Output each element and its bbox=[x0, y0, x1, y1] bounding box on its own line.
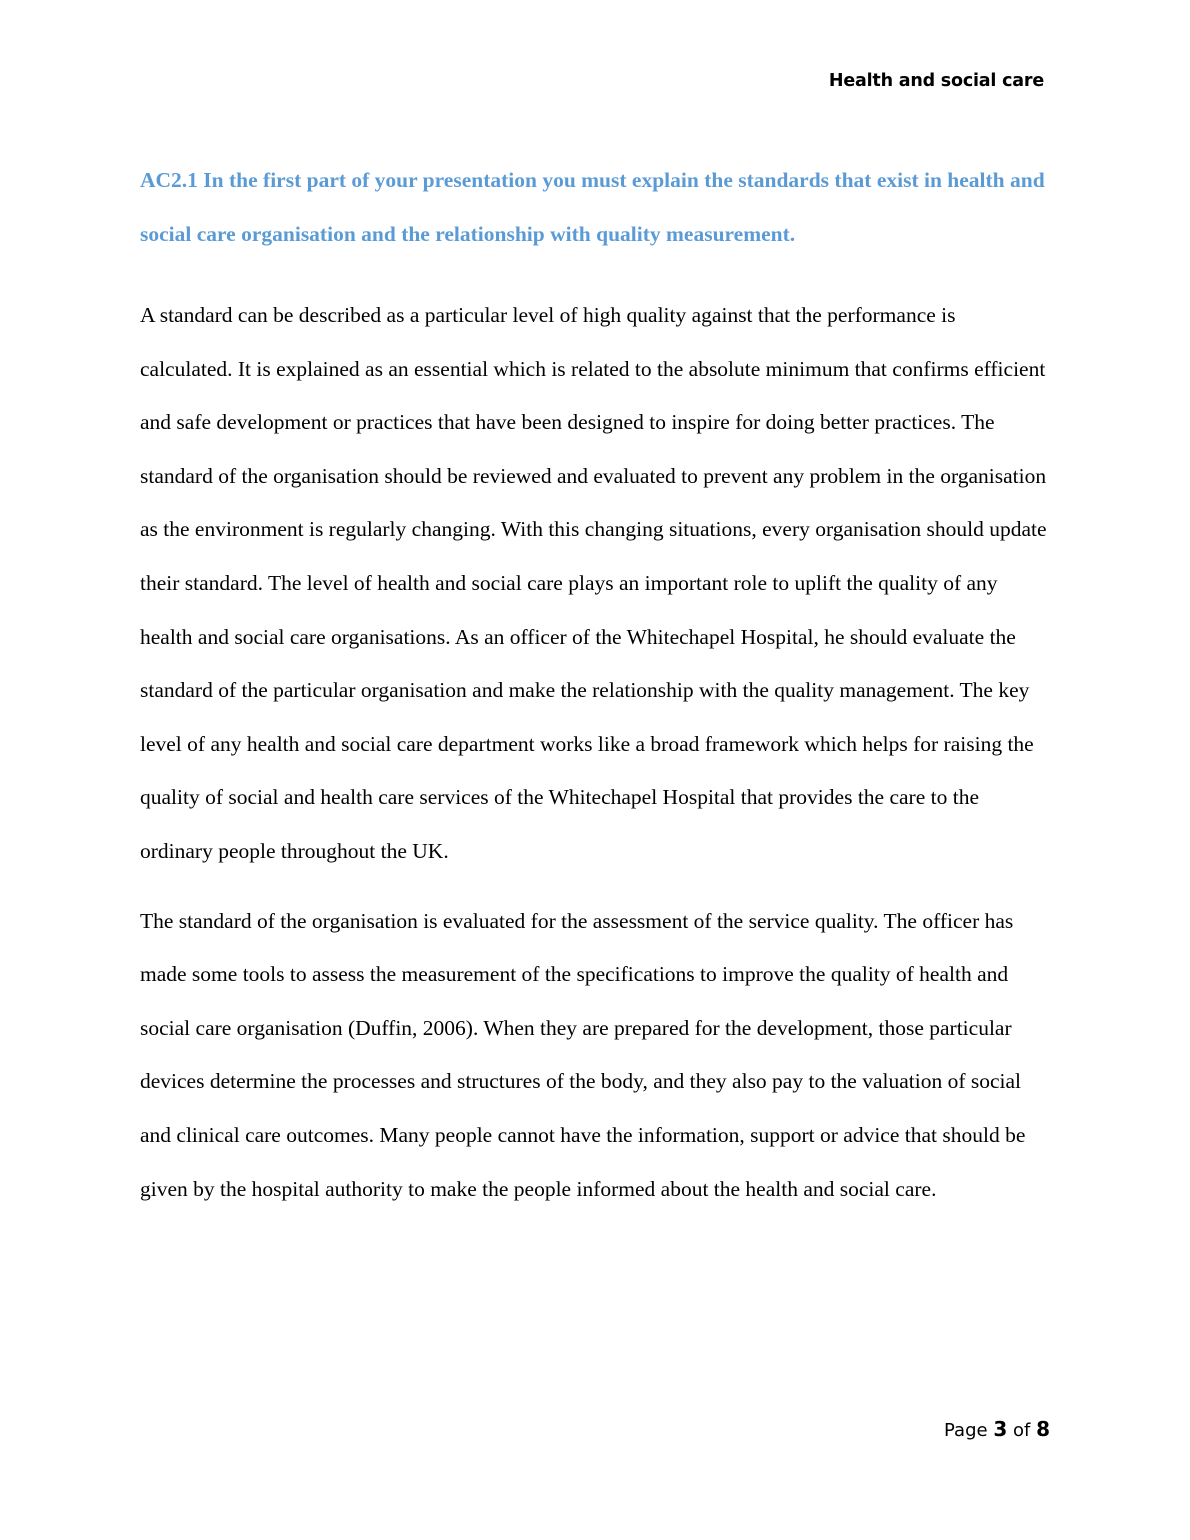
page-content bbox=[140, 154, 1050, 1216]
page-label: Page bbox=[944, 1420, 988, 1441]
body-paragraph: The standard of the organisation is evaluated for the assessment of the service quality. The officer has made some tools to assess the measurement of the specifications to improve the quality of health and social care organisation (Duffin, 2006). When they are prepared for the development, those particular devices determine the processes and structures of the body, and they also pay to the valuation of social and clinical care outcomes. Many people cannot have the information, support or advice that should be given by the hospital authority to make the people informed about the health and social care. bbox=[140, 908, 1026, 1201]
running-header: Health and social care bbox=[828, 71, 1044, 91]
section-heading: AC2.1 In the first part of your presentation you must explain the standards that exist in health and social care organisation and the relationship with quality measurement. bbox=[140, 168, 1045, 246]
of-label: of bbox=[1012, 1420, 1031, 1441]
page-number bbox=[944, 1417, 1050, 1441]
total-pages-number: 8 bbox=[1036, 1417, 1050, 1441]
current-page-number: 3 bbox=[993, 1417, 1008, 1441]
body-paragraph: A standard can be described as a particular level of high quality against that the performance is calculated. It is explained as an essential which is related to the absolute minimum that confirms efficient and safe development or practices that have been designed to inspire for doing better practices. The standard of the organisation should be reviewed and evaluated to prevent any problem in the organisation as the environment is regularly changing. With this changing situations, every organisation should update their standard. The level of health and social care plays an important role to uplift the quality of any health and social care organisations. As an officer of the Whitechapel Hospital, he should evaluate the standard of the particular organisation and make the relationship with the quality management. The key level of any health and social care department works like a broad framework which helps for raising the quality of social and health care services of the Whitechapel Hospital that provides the care to the ordinary people throughout the UK. bbox=[140, 303, 1047, 863]
